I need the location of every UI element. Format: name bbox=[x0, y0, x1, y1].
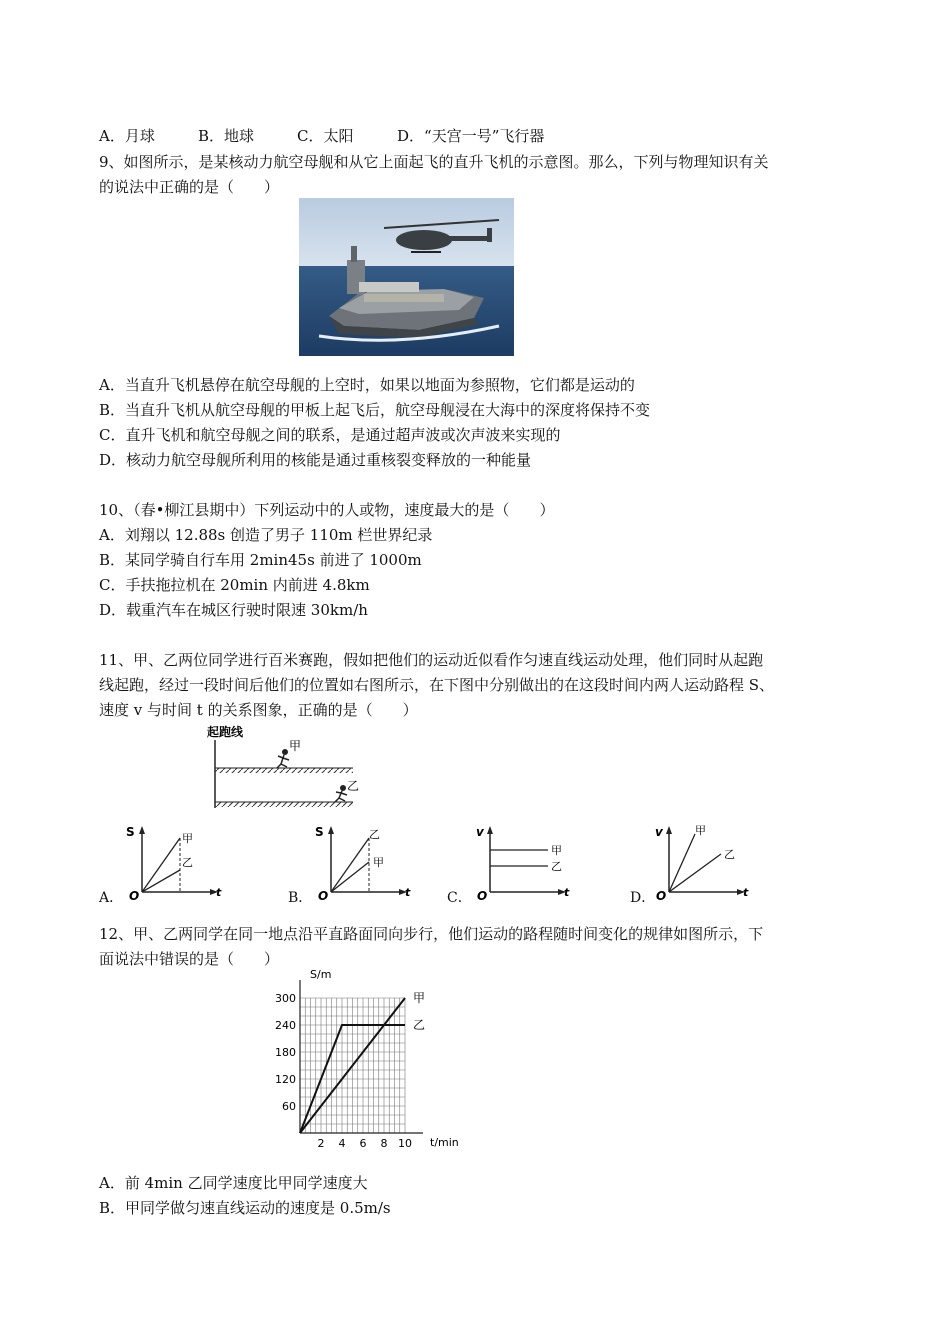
q9-option-c: C．直升飞机和航空母舰之间的联系，是通过超声波或次声波来实现的 bbox=[99, 426, 561, 444]
q10-stem: 10、（春•柳江县期中）下列运动中的人或物，速度最大的是（ ） bbox=[99, 501, 555, 519]
q11-stem-line-2: 线起跑，经过一段时间后他们的位置如右图所示，在下图中分别做出的在这段时间内两人运动路程 S、 bbox=[99, 676, 775, 694]
q9-stem-line-2: 的说法中正确的是（ ） bbox=[99, 178, 280, 196]
q12-stem-line-1: 12、甲、乙两同学在同一地点沿平直路面同向步行，他们运动的路程随时间变化的规律如图所示，下 bbox=[99, 925, 764, 943]
t-axis-label: t bbox=[743, 886, 749, 899]
q11-graph-c-label: C． bbox=[447, 890, 472, 906]
q11-graph-d-label: D． bbox=[630, 890, 656, 906]
t-axis-label: t bbox=[216, 886, 222, 899]
q11-graph-c bbox=[470, 822, 575, 902]
series-label-0: 甲 bbox=[413, 991, 426, 1005]
q11-graph-b-label: B． bbox=[288, 890, 313, 906]
graph-a-series-yi: 乙 bbox=[182, 856, 193, 869]
x-tick-label: 4 bbox=[338, 1137, 346, 1150]
q10-option-b: B．某同学骑自行车用 2min45s 前进了 1000m bbox=[99, 551, 422, 569]
q8-option-b: B．地球 bbox=[198, 127, 255, 145]
graph-b-series-yi: 乙 bbox=[369, 828, 380, 841]
q8-option-a: A．月球 bbox=[99, 127, 155, 145]
y-tick-label: 240 bbox=[275, 1019, 296, 1032]
track-start-line-label: 起跑线 bbox=[207, 725, 244, 739]
origin-label: O bbox=[477, 889, 488, 902]
q10-option-c: C．手扶拖拉机在 20min 内前进 4.8km bbox=[99, 576, 370, 594]
q12-option-b: B．甲同学做匀速直线运动的速度是 0.5m/s bbox=[99, 1199, 391, 1217]
y-tick-label: 180 bbox=[275, 1046, 296, 1059]
runner-a-label: 甲 bbox=[289, 739, 302, 753]
s-axis-label: S bbox=[315, 825, 324, 839]
runner-a-icon bbox=[277, 749, 289, 768]
y-tick-label: 120 bbox=[275, 1073, 296, 1086]
q8-option-c: C．太阳 bbox=[297, 127, 354, 145]
runner-b-icon bbox=[335, 785, 347, 802]
v-axis-label: v bbox=[476, 825, 484, 839]
q11-graph-d bbox=[649, 822, 754, 902]
graph-b-series-jia: 甲 bbox=[373, 856, 384, 869]
chart-ylabel: S/m bbox=[310, 968, 332, 981]
t-axis-label: t bbox=[564, 886, 570, 899]
x-tick-label: 2 bbox=[317, 1137, 325, 1150]
q11-graph-a-label: A． bbox=[99, 890, 124, 906]
q11-stem-line-3: 速度 v 与时间 t 的关系图象，正确的是（ ） bbox=[99, 701, 418, 719]
q10-option-d: D．载重汽车在城区行驶时限速 30km/h bbox=[99, 601, 368, 619]
v-axis-label: v bbox=[655, 825, 663, 839]
runner-b-label: 乙 bbox=[347, 779, 360, 793]
q12-distance-time-chart bbox=[268, 968, 473, 1150]
origin-label: O bbox=[656, 889, 667, 902]
series-label-1: 乙 bbox=[413, 1018, 426, 1032]
q11-stem-line-1: 11、甲、乙两位同学进行百米赛跑，假如把他们的运动近似看作匀速直线运动处理，他们同时从起跑 bbox=[99, 651, 764, 669]
q11-graph-a bbox=[122, 822, 222, 902]
graph-d-series-jia: 甲 bbox=[695, 824, 706, 837]
q12-option-a: A．前 4min 乙同学速度比甲同学速度大 bbox=[99, 1174, 368, 1192]
s-axis-label: S bbox=[126, 825, 135, 839]
origin-label: O bbox=[318, 889, 329, 902]
q9-option-d: D．核动力航空母舰所利用的核能是通过重核裂变释放的一种能量 bbox=[99, 451, 532, 469]
origin-label: O bbox=[129, 889, 140, 902]
q12-stem-line-2: 面说法中错误的是（ ） bbox=[99, 950, 280, 968]
q9-option-b: B．当直升飞机从航空母舰的甲板上起飞后，航空母舰浸在大海中的深度将保持不变 bbox=[99, 401, 651, 419]
chart-xlabel: t/min bbox=[430, 1136, 459, 1149]
q11-graph-b bbox=[311, 822, 411, 902]
x-tick-label: 6 bbox=[359, 1137, 367, 1150]
race-track-figure bbox=[205, 722, 365, 814]
graph-a-series-jia: 甲 bbox=[182, 832, 193, 845]
y-tick-label: 300 bbox=[275, 992, 296, 1005]
q8-options bbox=[99, 126, 544, 146]
x-tick-label: 8 bbox=[380, 1137, 388, 1150]
aircraft-carrier-helicopter-photo bbox=[299, 198, 514, 356]
q8-option-d: D．“天宫一号”飞行器 bbox=[397, 127, 545, 145]
q9-stem-line-1: 9、如图所示，是某核动力航空母舰和从它上面起飞的直升飞机的示意图。那么，下列与物理知识有关 bbox=[99, 153, 769, 171]
graph-c-series-yi: 乙 bbox=[551, 860, 562, 873]
x-tick-label: 10 bbox=[398, 1137, 412, 1150]
y-tick-label: 60 bbox=[282, 1100, 296, 1113]
q9-option-a: A．当直升飞机悬停在航空母舰的上空时，如果以地面为参照物，它们都是运动的 bbox=[99, 376, 635, 394]
graph-c-series-jia: 甲 bbox=[551, 844, 562, 857]
t-axis-label: t bbox=[405, 886, 411, 899]
q10-option-a: A．刘翔以 12.88s 创造了男子 110m 栏世界纪录 bbox=[99, 526, 433, 544]
graph-d-series-yi: 乙 bbox=[724, 848, 735, 861]
